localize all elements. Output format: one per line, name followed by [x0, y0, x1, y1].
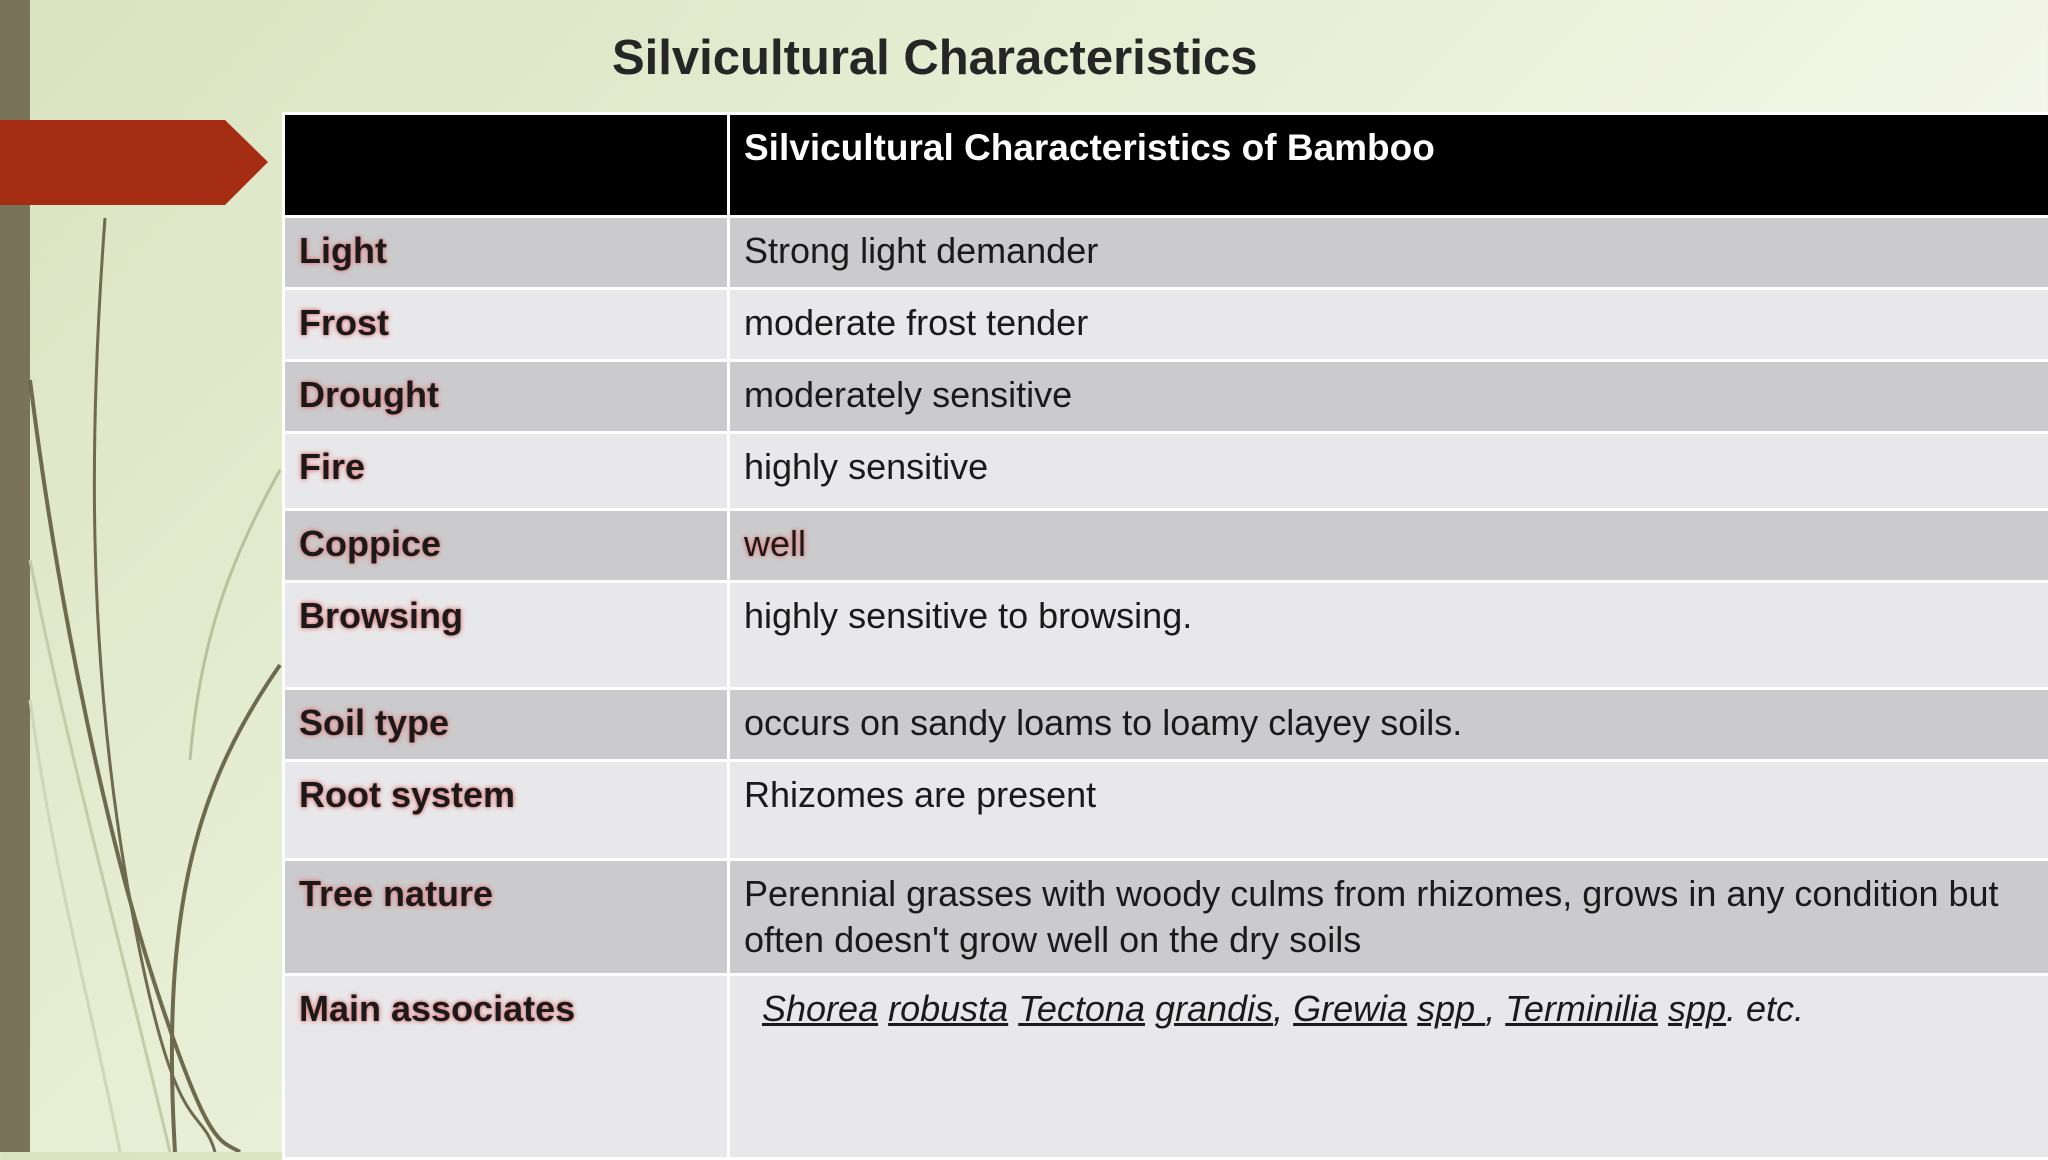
row-value: highly sensitive to browsing.: [729, 582, 2048, 689]
table-row: [284, 510, 2048, 582]
row-label: Light: [284, 217, 729, 289]
species-word: robusta: [888, 988, 1008, 1029]
table-row: [284, 217, 2048, 289]
row-value: Perennial grasses with woody culms from rhizomes, grows in any condition but often doesn't grow well on the dry soils: [729, 860, 2048, 975]
separator: ,: [1273, 988, 1283, 1029]
row-label: Coppice: [284, 510, 729, 582]
slide-title: Silvicultural Characteristics: [612, 30, 1292, 86]
table-row: [284, 582, 2048, 689]
row-value: well: [729, 510, 2048, 582]
table-row: [284, 860, 2048, 975]
characteristics-table: [282, 112, 2048, 1160]
species-word: Shorea: [762, 988, 878, 1029]
row-value: highly sensitive: [729, 433, 2048, 510]
species-word: spp: [1417, 988, 1485, 1029]
separator: ,: [1485, 988, 1495, 1029]
row-label: Tree nature: [284, 860, 729, 975]
species-word: grandis: [1155, 988, 1273, 1029]
table-row: [284, 975, 2048, 1159]
species-word: Tectona: [1018, 988, 1145, 1029]
species-word: Grewia: [1293, 988, 1407, 1029]
table-header-row: [284, 114, 2048, 217]
row-label: Drought: [284, 361, 729, 433]
row-value: moderately sensitive: [729, 361, 2048, 433]
row-value: occurs on sandy loams to loamy clayey soils.: [729, 689, 2048, 761]
trailing-text: . etc.: [1726, 988, 1804, 1029]
table-row: [284, 761, 2048, 860]
table-row: [284, 433, 2048, 510]
row-label: Frost: [284, 289, 729, 361]
header-cell-title: Silvicultural Characteristics of Bamboo: [729, 114, 2048, 217]
table-row: [284, 289, 2048, 361]
row-label: Main associates: [284, 975, 729, 1159]
species-word: spp: [1668, 988, 1726, 1029]
row-value: Rhizomes are present: [729, 761, 2048, 860]
row-label: Browsing: [284, 582, 729, 689]
row-label: Fire: [284, 433, 729, 510]
row-value: moderate frost tender: [729, 289, 2048, 361]
table-row: [284, 689, 2048, 761]
row-value-associates: [729, 975, 2048, 1159]
table-row: [284, 361, 2048, 433]
accent-arrow-tab: [0, 120, 268, 205]
species-word: Terminilia: [1505, 988, 1658, 1029]
row-label: Soil type: [284, 689, 729, 761]
row-value: Strong light demander: [729, 217, 2048, 289]
header-cell-empty: [284, 114, 729, 217]
row-label: Root system: [284, 761, 729, 860]
